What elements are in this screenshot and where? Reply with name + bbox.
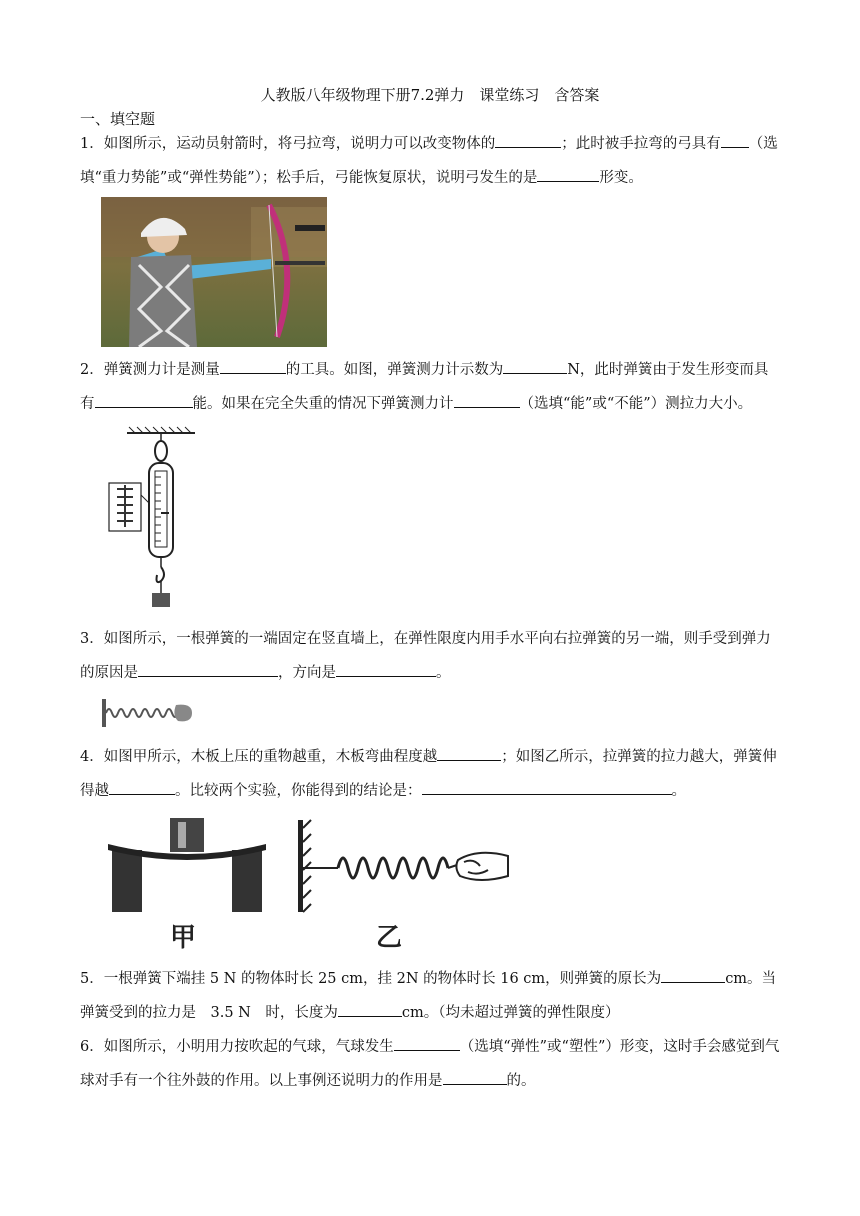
answer-blank[interactable] — [109, 778, 175, 795]
answer-blank[interactable] — [220, 357, 286, 374]
board-and-spring-diagram — [108, 818, 518, 953]
board-bending-figure — [108, 818, 266, 953]
spring-scale-diagram — [105, 425, 205, 613]
question-number: 2． — [80, 362, 104, 378]
question-number: 1． — [80, 136, 104, 152]
archer-photo — [101, 197, 327, 347]
answer-blank[interactable] — [437, 744, 501, 761]
figure-label-b: 乙 — [376, 923, 403, 953]
answer-blank[interactable] — [495, 131, 561, 148]
page-title: 人教版八年级物理下册7.2弹力 课堂练习 含答案 — [260, 86, 600, 104]
figure-label-a: 甲 — [170, 923, 197, 953]
answer-blank[interactable] — [537, 165, 599, 182]
question-4: 4．如图甲所示，木板上压的重物越重，木板弯曲程度越 ；如图乙所示，拉弹簧的拉力越大，弹簧伸得越 。比较两个实验，你能得到的结论是： 。 — [80, 740, 780, 808]
question-6: 6．如图所示，小明用力按吹起的气球，气球发生 （选填“弹性”或“塑性”）形变，这时手会感觉到气球对手有一个往外鼓的作用。以上事例还说明力的作用是 的。 — [80, 1030, 780, 1098]
question-number: 3． — [80, 631, 104, 647]
wall-spring-diagram — [100, 697, 196, 729]
question-number: 4． — [80, 749, 104, 765]
answer-blank[interactable] — [138, 660, 278, 677]
question-2: 2．弹簧测力计是测量 的工具。如图，弹簧测力计示数为 N，此时弹簧由于发生形变而具有 能。如果在完全失重的情况下弹簧测力计 （选填“能”或“不能”）测拉力大小。 — [80, 353, 780, 421]
question-5: 5．一根弹簧下端挂 5 N 的物体时长 25 cm，挂 2N 的物体时长 16 cm，则弹簧的原长为 cm。当弹簧受到的拉力是 3.5 N 时，长度为 cm。（均未超过弹簧的弹性限度） — [80, 962, 780, 1030]
answer-blank[interactable] — [338, 1000, 402, 1017]
question-number: 6． — [80, 1039, 104, 1055]
question-number: 5． — [80, 971, 104, 987]
answer-blank[interactable] — [95, 391, 193, 408]
answer-blank[interactable] — [503, 357, 567, 374]
answer-blank[interactable] — [443, 1068, 507, 1085]
question-3: 3．如图所示，一根弹簧的一端固定在竖直墙上，在弹性限度内用手水平向右拉弹簧的另一端，则手受到弹力的原因是 ，方向是 。 — [80, 631, 771, 681]
answer-blank[interactable] — [394, 1034, 460, 1051]
answer-blank[interactable] — [454, 391, 520, 408]
answer-blank[interactable] — [661, 966, 725, 983]
answer-blank[interactable] — [422, 778, 672, 795]
answer-blank[interactable] — [721, 131, 749, 148]
wall-spring-figure — [298, 820, 508, 953]
section-heading: 一、填空题 — [80, 110, 156, 128]
answer-blank[interactable] — [336, 660, 436, 677]
question-1: 1．如图所示，运动员射箭时，将弓拉弯，说明力可以改变物体的 ；此时被手拉弯的弓具有 （选填“重力势能”或“弹性势能”）；松手后，弓能恢复原状，说明弓发生的是 形变。 — [80, 127, 780, 195]
